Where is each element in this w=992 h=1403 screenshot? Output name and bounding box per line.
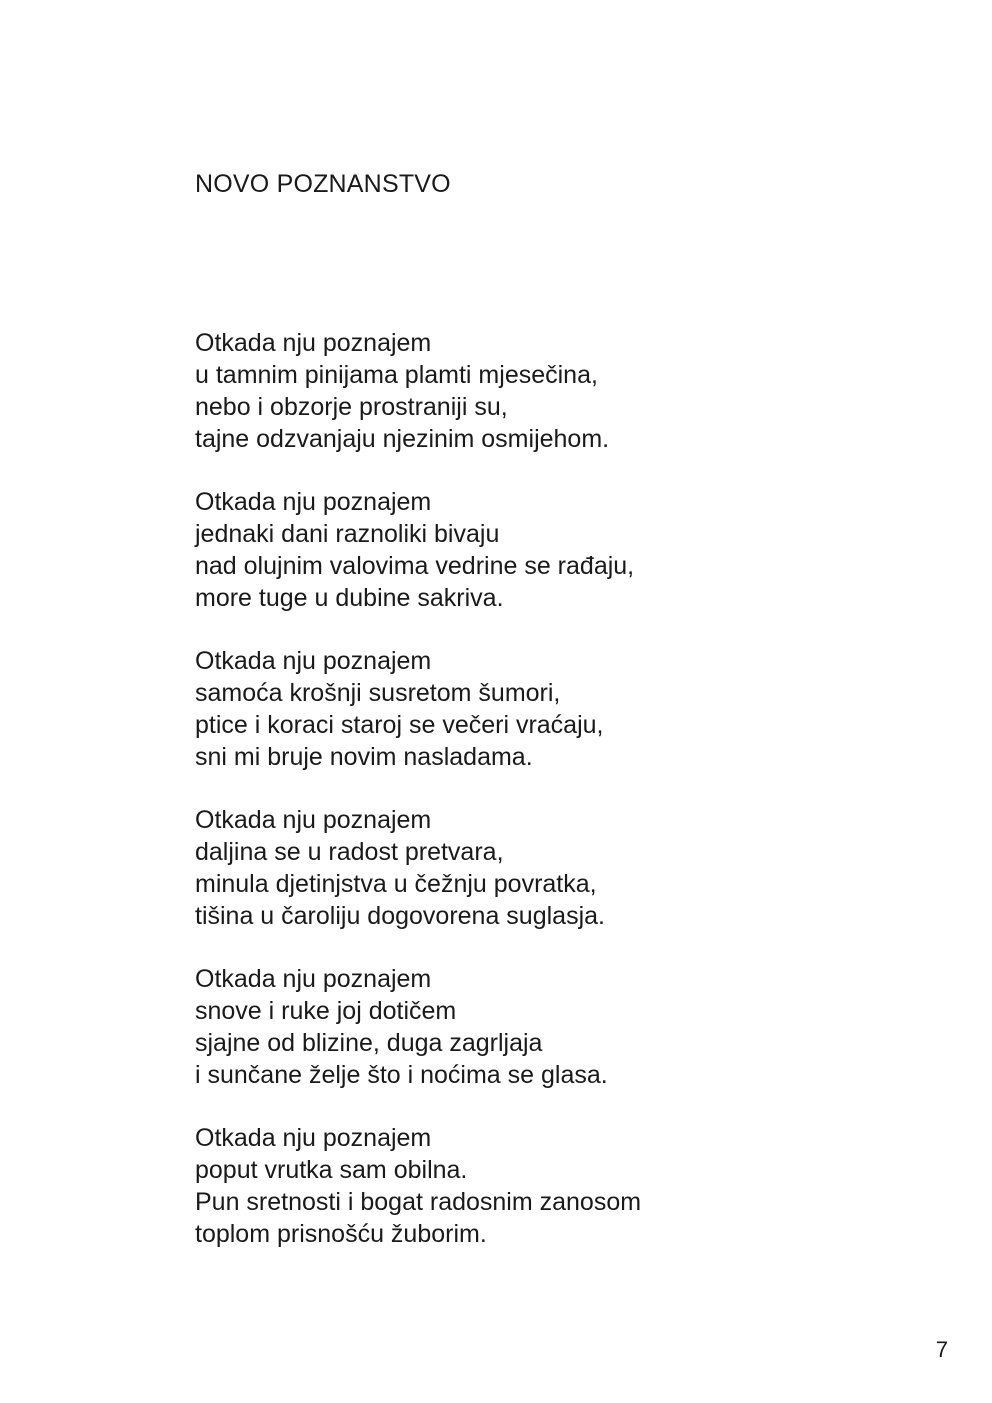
stanza-6: [195, 1122, 895, 1250]
stanza-4: [195, 804, 895, 932]
poem-line: Otkada nju poznajem: [195, 1124, 432, 1152]
poem-line: more tuge u dubine sakriva.: [195, 584, 504, 612]
poem-line: i sunčane želje što i noćima se glasa.: [195, 1061, 608, 1089]
stanza-3: [195, 645, 895, 773]
poem-line: minula djetinjstva u čežnju povratka,: [195, 870, 597, 898]
poem-line: nad olujnim valovima vedrine se rađaju,: [195, 552, 635, 580]
poem-line: Otkada nju poznajem: [195, 647, 432, 675]
poem-line: Otkada nju poznajem: [195, 965, 432, 993]
poem-line: tišina u čaroliju dogovorena suglasja.: [195, 902, 605, 930]
poem-line: Otkada nju poznajem: [195, 329, 432, 357]
poem-line: samoća krošnji susretom šumori,: [195, 679, 561, 707]
poem-title: NOVO POZNANSTVO: [195, 170, 451, 198]
poem-line: daljina se u radost pretvara,: [195, 838, 504, 866]
poem-line: Otkada nju poznajem: [195, 488, 432, 516]
poem-line: u tamnim pinijama plamti mjesečina,: [195, 361, 598, 389]
poem-line: ptice i koraci staroj se večeri vraćaju,: [195, 711, 604, 739]
page-number: 7: [935, 1337, 948, 1362]
stanza-1: [195, 327, 895, 455]
stanza-5: [195, 963, 895, 1091]
poem-line: poput vrutka sam obilna.: [195, 1156, 468, 1184]
poem-line: Pun sretnosti i bogat radosnim zanosom: [195, 1188, 642, 1216]
poem-body: [195, 327, 895, 1250]
poem-line: sjajne od blizine, duga zagrljaja: [195, 1029, 543, 1057]
poem-line: sni mi bruje novim nasladama.: [195, 743, 533, 771]
poem-line: toplom prisnošću žuborim.: [195, 1220, 487, 1248]
poem-line: jednaki dani raznoliki bivaju: [195, 520, 500, 548]
poem-line: tajne odzvanjaju njezinim osmijehom.: [195, 425, 610, 453]
poem-line: snove i ruke joj dotičem: [195, 997, 457, 1025]
poem-line: nebo i obzorje prostraniji su,: [195, 393, 508, 421]
poem-line: Otkada nju poznajem: [195, 806, 432, 834]
stanza-2: [195, 486, 895, 614]
